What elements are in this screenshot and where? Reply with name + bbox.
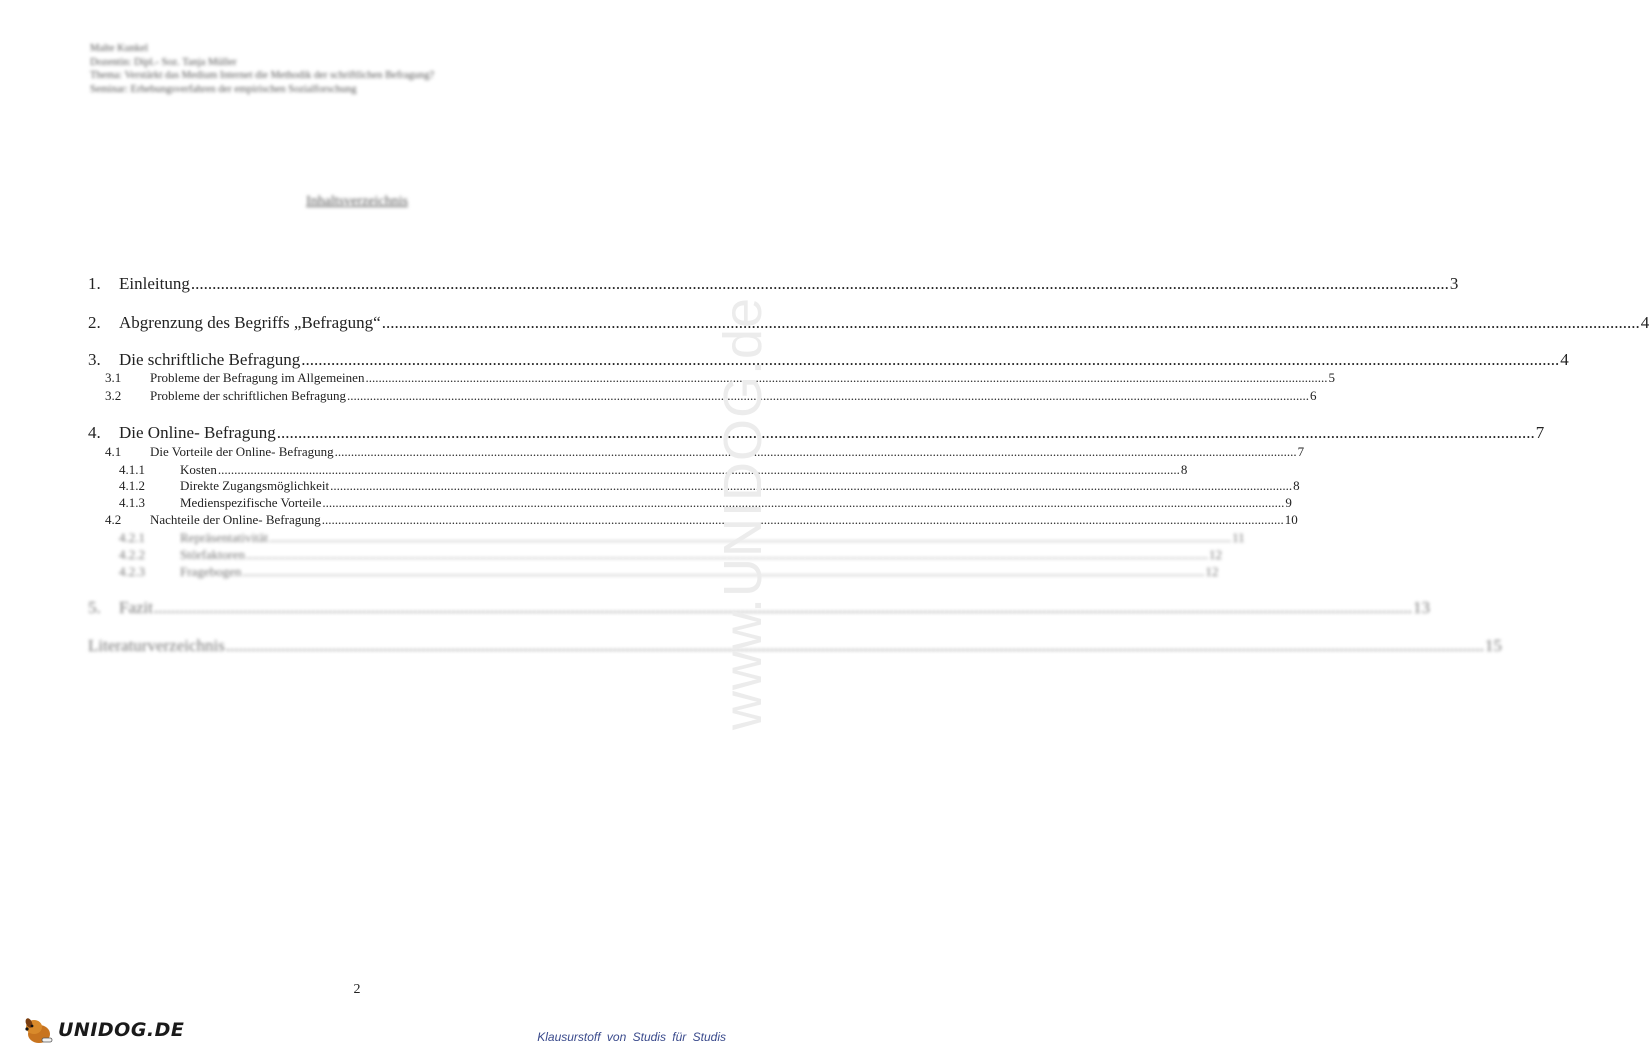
toc-leader-dots bbox=[277, 423, 1535, 443]
toc-entry-number: 3. bbox=[88, 350, 101, 369]
toc-entry-number: 4.2 bbox=[105, 512, 122, 527]
toc-entry bbox=[88, 564, 1219, 580]
toc-entry-number: 4. bbox=[88, 423, 101, 442]
toc-leader-dots bbox=[382, 313, 1640, 333]
toc-leader-dots bbox=[347, 388, 1309, 404]
toc-entry-page: 8 bbox=[1293, 478, 1300, 493]
toc-entry-title: Die Vorteile der Online- Befragung bbox=[150, 444, 334, 459]
toc-entry-title: Probleme der schriftlichen Befragung bbox=[150, 388, 347, 403]
header-line-topic: Thema: Verstärkt das Medium Internet die Methodik der schriftlichen Befragung? bbox=[90, 70, 435, 81]
toc-entry-title: Kosten bbox=[180, 462, 217, 477]
toc-entry-number: 4.2.1 bbox=[119, 530, 145, 545]
toc-entry bbox=[88, 444, 1305, 460]
toc-entry-page: 13 bbox=[1413, 598, 1430, 617]
toc-entry-number: 4.1.1 bbox=[119, 462, 145, 477]
toc-entry bbox=[88, 423, 1545, 443]
toc-entry-page: 11 bbox=[1232, 530, 1245, 545]
dog-mascot-icon bbox=[22, 1014, 56, 1046]
toc-entry bbox=[88, 478, 1300, 494]
toc-entry-number: 5. bbox=[88, 598, 101, 617]
unidog-logo[interactable] bbox=[22, 1014, 184, 1046]
toc-entry-page: 3 bbox=[1449, 274, 1459, 293]
toc-entry-title: Fazit bbox=[119, 598, 153, 617]
toc-entry-page: 15 bbox=[1484, 636, 1502, 655]
toc-entry-page: 4 bbox=[1560, 350, 1569, 369]
toc-entry-page: 5 bbox=[1328, 370, 1335, 385]
toc-entry-number: 4.2.2 bbox=[119, 547, 145, 562]
toc-entry-title: Repräsentativität bbox=[180, 530, 269, 545]
toc-entry-number: 4.1 bbox=[105, 444, 122, 459]
toc-entry bbox=[88, 636, 1502, 656]
toc-leader-dots bbox=[218, 462, 1180, 478]
toc-leader-dots bbox=[365, 370, 1327, 386]
watermark: www.UNIDOG.de bbox=[713, 296, 773, 730]
toc-leader-dots bbox=[301, 350, 1559, 370]
page-number: 2 bbox=[353, 982, 361, 997]
toc-entry-title: Probleme der Befragung im Allgemeinen bbox=[150, 370, 365, 385]
toc-entry bbox=[88, 274, 1459, 294]
toc-entry bbox=[88, 313, 1649, 333]
toc-entry-title: Die Online- Befragung bbox=[119, 423, 276, 442]
toc-entry-number: 4.1.3 bbox=[119, 495, 145, 510]
document-header bbox=[90, 42, 434, 96]
toc-leader-dots bbox=[322, 495, 1284, 511]
header-line-seminar: Seminar: Erhebungsverfahren der empirischen Sozialforschung bbox=[90, 83, 357, 95]
toc-entry-title: Literaturverzeichnis bbox=[88, 636, 225, 655]
toc-entry bbox=[88, 388, 1317, 404]
toc-entry bbox=[88, 512, 1298, 528]
toc-leader-dots bbox=[322, 512, 1284, 528]
toc-entry-number: 3.2 bbox=[105, 388, 122, 403]
footer-tagline: Klausurstoff von Studis für Studis bbox=[537, 1030, 726, 1044]
toc-entry-title: Direkte Zugangsmöglichkeit bbox=[180, 478, 330, 493]
toc-entry-title: Störfaktoren bbox=[180, 547, 245, 562]
toc-entry-page: 4 bbox=[1640, 313, 1649, 332]
toc-entry bbox=[88, 495, 1292, 511]
toc-entry-number: 4.2.3 bbox=[119, 564, 145, 579]
toc-entry-number: 3.1 bbox=[105, 370, 122, 385]
toc-entry-page: 7 bbox=[1535, 423, 1545, 442]
toc-leader-dots bbox=[335, 444, 1297, 460]
header-line-lecturer: Dozentin: Dipl.- Soz. Tanja Müller bbox=[90, 56, 237, 68]
header-line-author: Malte Kunkel bbox=[90, 43, 149, 54]
toc-entry-title: Die schriftliche Befragung bbox=[119, 350, 301, 369]
toc-entry-page: 12 bbox=[1205, 564, 1219, 579]
toc-entry-page: 8 bbox=[1180, 462, 1188, 477]
toc-entry-page: 6 bbox=[1310, 388, 1317, 403]
toc-entry-page: 12 bbox=[1208, 547, 1222, 562]
toc-leader-dots bbox=[226, 636, 1484, 656]
toc-entry-page: 9 bbox=[1285, 495, 1292, 510]
toc-entry-number: 4.1.2 bbox=[119, 478, 145, 493]
toc-entry-page: 7 bbox=[1297, 444, 1305, 459]
toc-entry bbox=[88, 370, 1335, 386]
toc-entry bbox=[88, 598, 1430, 618]
toc-leader-dots bbox=[154, 598, 1412, 618]
toc-entry-page: 10 bbox=[1284, 512, 1298, 527]
toc-leader-dots bbox=[330, 478, 1292, 494]
logo-text: UNIDOG.DE bbox=[58, 1019, 185, 1041]
toc-entry-number: 2. bbox=[88, 313, 101, 332]
toc-title: Inhaltsverzeichnis bbox=[306, 194, 408, 209]
toc-entry-title: Nachteile der Online- Befragung bbox=[150, 512, 321, 527]
toc-entry bbox=[88, 547, 1222, 563]
toc-entry-title: Einleitung bbox=[119, 274, 190, 293]
toc-leader-dots bbox=[191, 274, 1449, 294]
toc-entry bbox=[88, 530, 1245, 546]
toc-entry bbox=[88, 462, 1188, 478]
toc-entry bbox=[88, 350, 1569, 370]
toc-entry-number: 1. bbox=[88, 274, 101, 293]
toc-entry-title: Fragebogen bbox=[180, 564, 242, 579]
toc-entry-title: Abgrenzung des Begriffs „Befragung“ bbox=[119, 313, 381, 332]
toc-entry-title: Medienspezifische Vorteile bbox=[180, 495, 322, 510]
